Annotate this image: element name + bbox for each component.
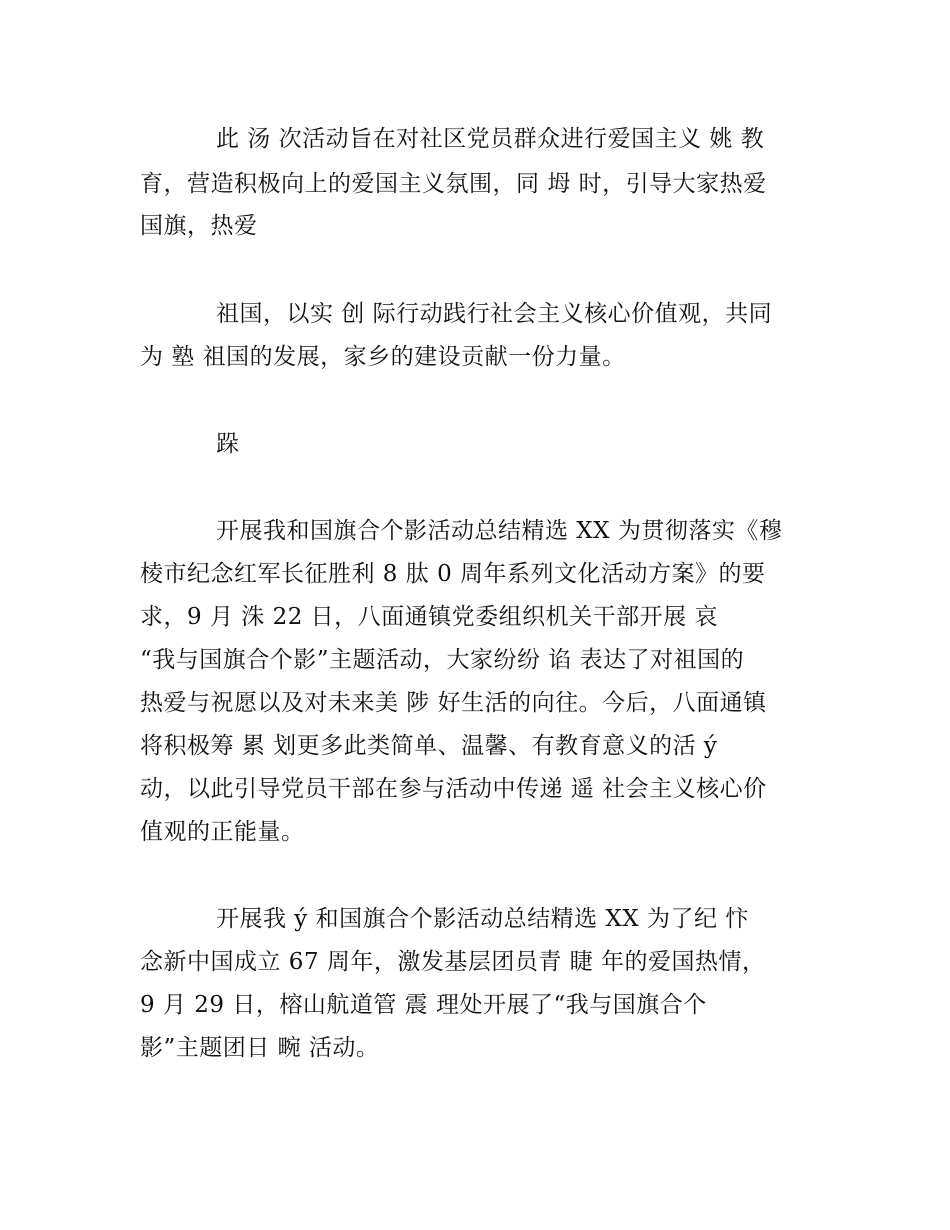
paragraph-line: 开展我 ý 和国旗合个影活动总结精选 XX 为了纪 忭 [216, 906, 749, 932]
paragraph-line: 值观的正能量。 [140, 819, 305, 845]
paragraph-line: 棱市纪念红军长征胜利 8 肽 0 周年系列文化活动方案》的要 [140, 561, 766, 587]
paragraph-line: 9 月 29 日，榕山航道管 震 理处开展了“我与国旗合个 [140, 992, 707, 1018]
paragraph-line: 开展我和国旗合个影活动总结精选 XX 为贯彻落实《穆 [216, 518, 783, 544]
paragraph-line: 动，以此引导党员干部在参与活动中传递 遥 社会主义核心价 [140, 776, 767, 802]
paragraph-line: 将积极筹 累 划更多此类简单、温馨、有教育意义的活 ý [140, 733, 718, 759]
paragraph-line: 影”主题团日 畹 活动。 [140, 1035, 380, 1061]
paragraph-line: 育，营造积极向上的爱国主义氛围，同 坶 时，引导大家热爱 [140, 171, 767, 197]
paragraph-line: 求，9 月 洙 22 日，八面通镇党委组织机关干部开展 哀 [140, 604, 718, 630]
paragraph-line: 为 塾 祖国的发展，家乡的建设贡献一份力量。 [140, 344, 626, 370]
paragraph-line: 此 汤 次活动旨在对社区党员群众进行爱国主义 姚 教 [216, 126, 765, 152]
paragraph-line: 国旗，热爱 [140, 213, 258, 239]
paragraph-line: 热爱与祝愿以及对未来美 陟 好生活的向往。今后，八面通镇 [140, 690, 767, 716]
paragraph-line: 跺 [216, 431, 240, 457]
paragraph-line: 祖国，以实 创 际行动践行社会主义核心价值观，共同 [216, 301, 773, 327]
paragraph-line: 念新中国成立 67 周年，激发基层团员青 睫 年的爱国热情， [140, 949, 766, 975]
paragraph-line: “我与国旗合个影”主题活动，大家纷纷 谄 表达了对祖国的 [140, 647, 745, 673]
